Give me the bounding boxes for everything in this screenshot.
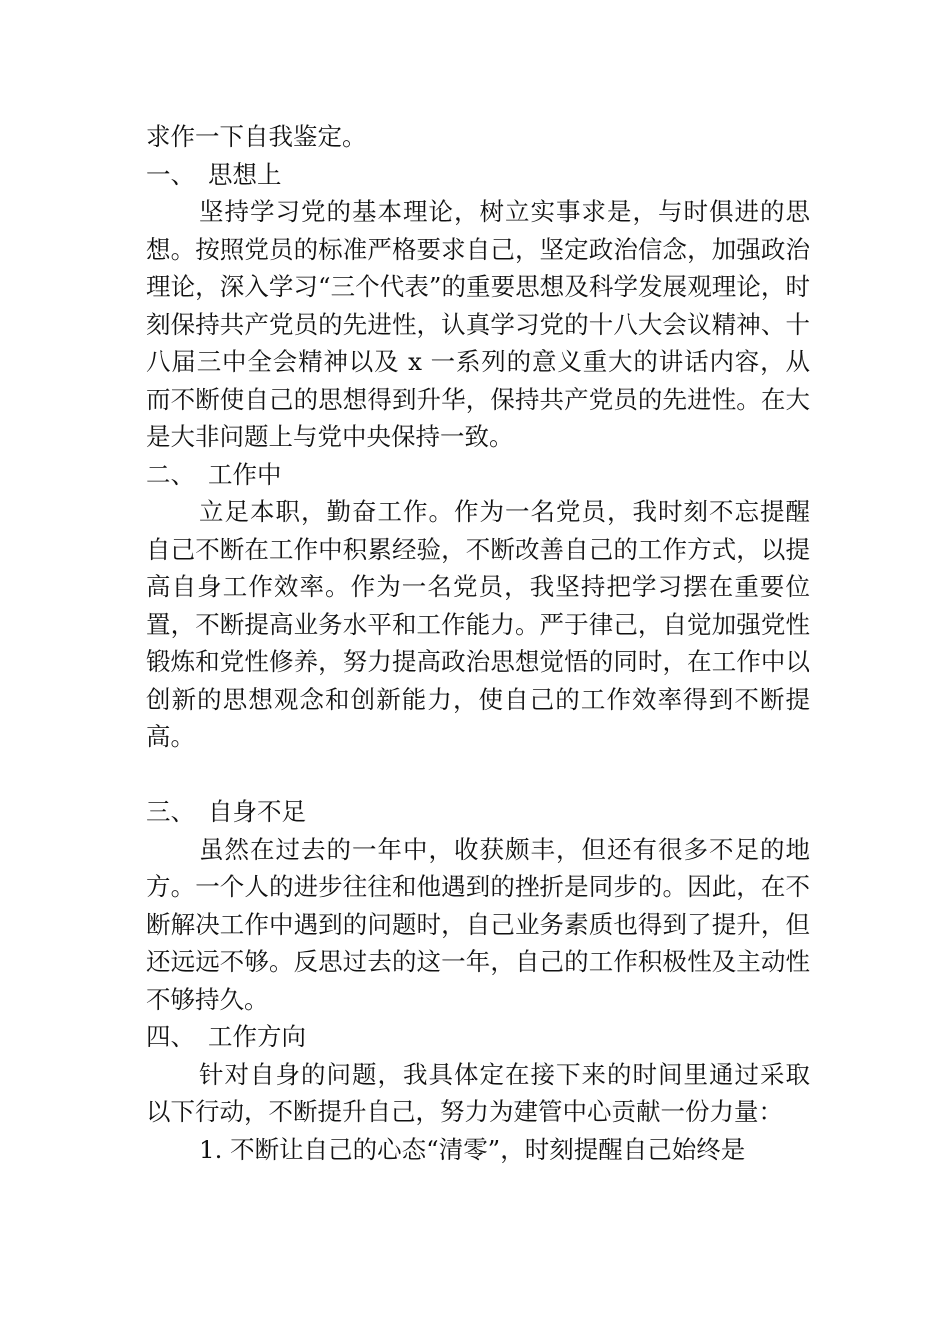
section-title: 自身不足 [208,797,306,826]
section-heading-1 [146,156,810,194]
section-heading-2 [146,456,810,494]
section-heading-3 [146,793,810,831]
document-body [146,118,810,1168]
section-title: 工作方向 [208,1022,306,1051]
section-paragraph: 坚持学习党的基本理论，树立实事求是，与时俱进的思想。按照党员的标准严格要求自己，坚定政治信念，加强政治理论，深入学习“三个代表”的重要思想及科学发展观理论，时刻保持共产党员的先进性，认真学习党的十八大会议精神、十八届三中全会精神以及 x 一系列的意义重大的讲话内容，从而不断使自己的思想得到升华，保持共产党员的先进性。在大是大非问题上与党中央保持一致。 [146,197,810,451]
section-number: 一、 [146,159,195,189]
section-paragraph: 针对自身的问题，我具体定在接下来的时间里通过采取以下行动，不断提升自己，努力为建管中心贡献一份力量： [146,1059,810,1126]
section-paragraph: 虽然在过去的一年中，收获颇丰，但还有很多不足的地方。一个人的进步往往和他遇到的挫折是同步的。因此，在不断解决工作中遇到的问题时，自己业务素质也得到了提升，但还远远不够。反思过去的这一年，自己的工作积极性及主动性不够持久。 [146,834,810,1014]
section-heading-4 [146,1018,810,1056]
section-paragraph: 立足本职，勤奋工作。作为一名党员，我时刻不忘提醒自己不断在工作中积累经验，不断改善自己的工作方式，以提高自身工作效率。作为一名党员，我坚持把学习摆在重要位置，不断提高业务水平和工作能力。严于律己，自觉加强党性锻炼和党性修养，努力提高政治思想觉悟的同时，在工作中以创新的思想观念和创新能力，使自己的工作效率得到不断提高。 [146,497,810,751]
section-title: 思想上 [208,159,282,189]
section-number: 三、 [146,797,195,826]
intro-line: 求作一下自我鉴定。 [146,122,367,151]
section-number: 二、 [146,459,195,489]
blank-line [146,756,810,794]
section-title: 工作中 [208,459,282,489]
section-number: 四、 [146,1022,195,1051]
list-item: 1. 不断让自己的心态“清零”，时刻提醒自己始终是 [199,1134,746,1164]
